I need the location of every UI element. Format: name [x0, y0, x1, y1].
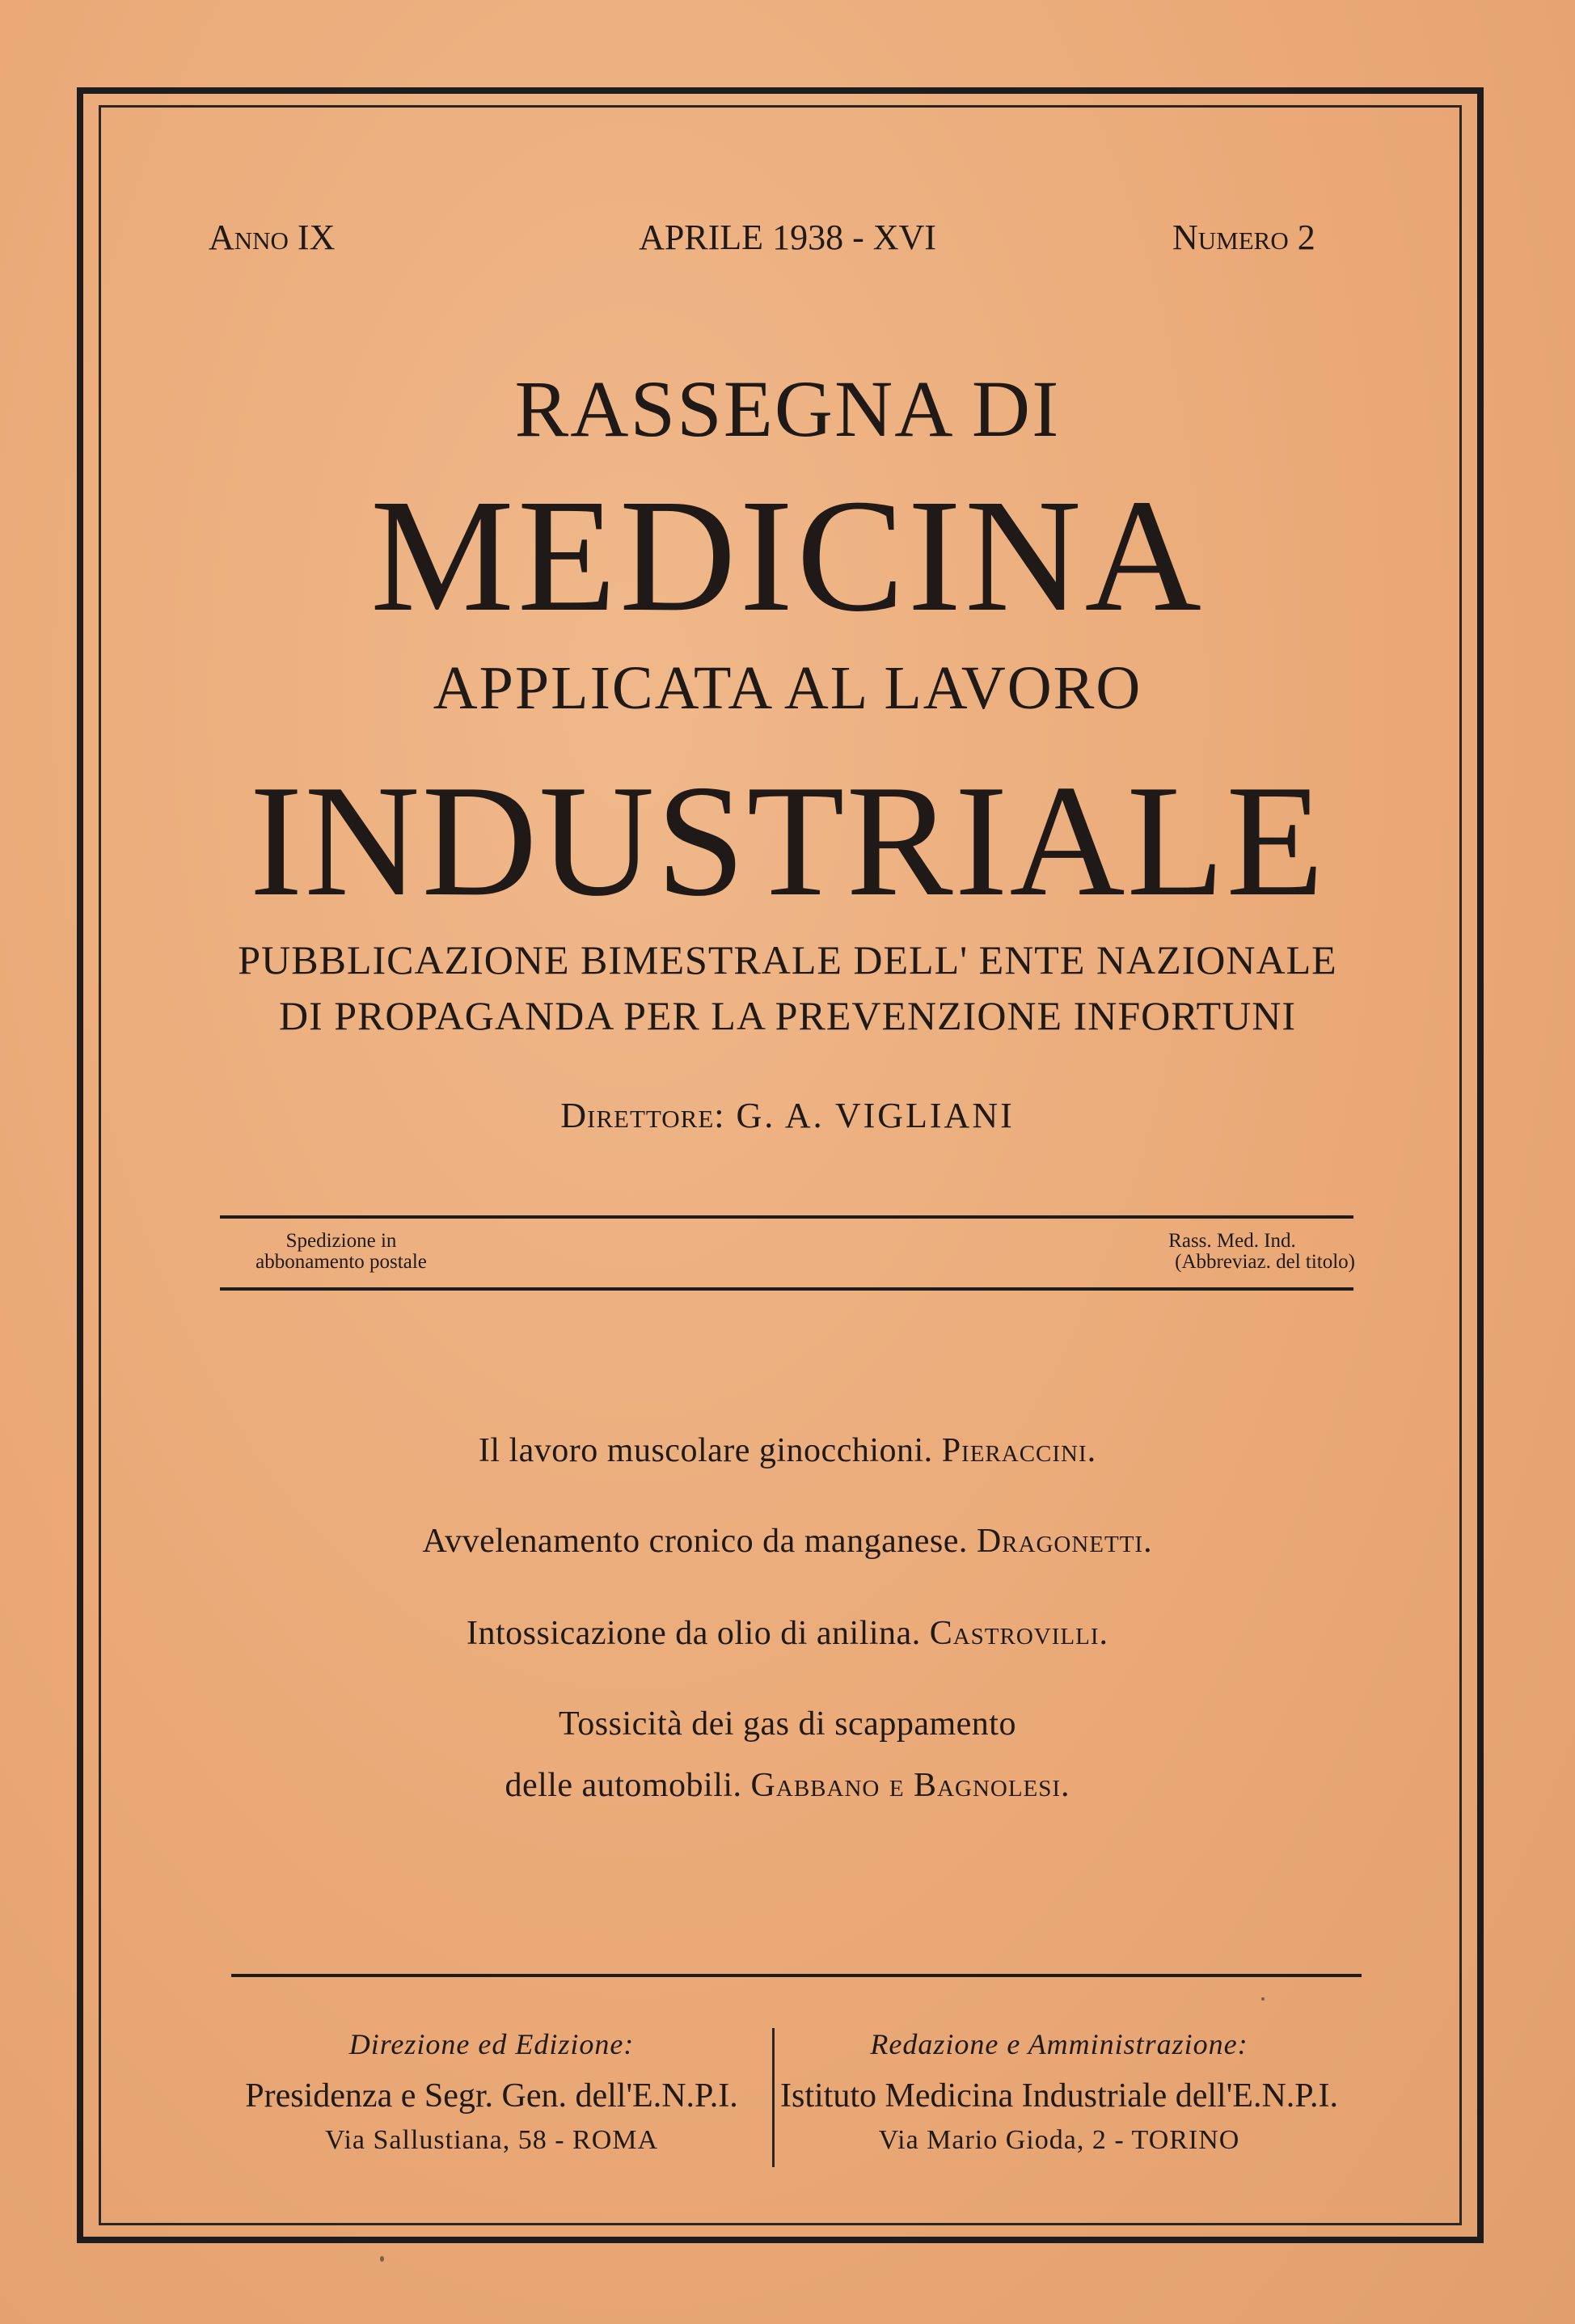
abbreviation-line-1: Rass. Med. Ind.	[1168, 1230, 1296, 1252]
title-applicata: APPLICATA AL LAVORO	[433, 654, 1142, 722]
article-title: Tossicità dei gas di scappamento	[559, 1705, 1016, 1743]
article-title: Il lavoro muscolare ginocchioni.	[478, 1432, 933, 1469]
director-name: G. A. VIGLIANI	[736, 1096, 1015, 1135]
director-line	[0, 1095, 1575, 1136]
footer-right-heading: Redazione e Amministrazione:	[870, 2028, 1248, 2060]
paper-speck	[380, 2256, 384, 2262]
title-industriale: INDUSTRIALE	[249, 752, 1326, 929]
footer-left-heading: Direzione ed Edizione:	[348, 2028, 635, 2060]
footer-right-address: Via Mario Gioda, 2 - TORINO	[878, 2125, 1240, 2155]
postal-note-line-1: Spedizione in	[285, 1230, 397, 1252]
footer-divider	[772, 2028, 775, 2167]
subtitle-line-1: PUBBLICAZIONE BIMESTRALE DELL' ENTE NAZIONALE	[238, 937, 1337, 982]
contents-item	[0, 1705, 1575, 1743]
subtitle-line-2: DI PROPAGANDA PER LA PREVENZIONE INFORTUNI	[278, 993, 1297, 1038]
contents-item	[0, 1766, 1575, 1805]
article-author: Dragonetti.	[976, 1523, 1153, 1560]
article-title: delle automobili.	[505, 1767, 742, 1804]
postal-note-line-2: abbonamento postale	[255, 1251, 427, 1273]
article-author: Pieraccini.	[941, 1432, 1097, 1469]
band-bottom-rule	[220, 1287, 1353, 1291]
article-title: Intossicazione da olio di anilina.	[467, 1615, 921, 1652]
article-title: Avvelenamento cronico da manganese.	[422, 1523, 968, 1560]
footer-left-address: Via Sallustiana, 58 - ROMA	[324, 2125, 659, 2155]
contents-item	[0, 1614, 1575, 1653]
issue-date: APRILE 1938 - XVI	[639, 218, 936, 257]
abbreviation-line-2: (Abbreviaz. del titolo)	[1175, 1251, 1355, 1273]
footer-left-name: Presidenza e Segr. Gen. dell'E.N.P.I.	[245, 2077, 738, 2115]
footer-right-name: Istituto Medicina Industriale dell'E.N.P.I.	[780, 2077, 1338, 2115]
title-medicina: MEDICINA	[370, 467, 1205, 645]
issue-year: Anno IX	[209, 218, 336, 257]
contents-item	[0, 1522, 1575, 1561]
footer-rule	[231, 1974, 1362, 1977]
director-label: Direttore:	[560, 1096, 725, 1135]
band-top-rule	[220, 1215, 1353, 1219]
article-author: Castrovilli.	[929, 1615, 1108, 1652]
paper-speck	[1261, 1997, 1265, 2001]
title-abbreviation	[1109, 1231, 1355, 1273]
contents-item	[0, 1431, 1575, 1470]
title-rassegna: RASSEGNA DI	[514, 364, 1061, 454]
issue-number: Numero 2	[1172, 218, 1315, 257]
postal-note	[220, 1231, 462, 1273]
article-author: Gabbano e Bagnolesi.	[750, 1767, 1070, 1804]
